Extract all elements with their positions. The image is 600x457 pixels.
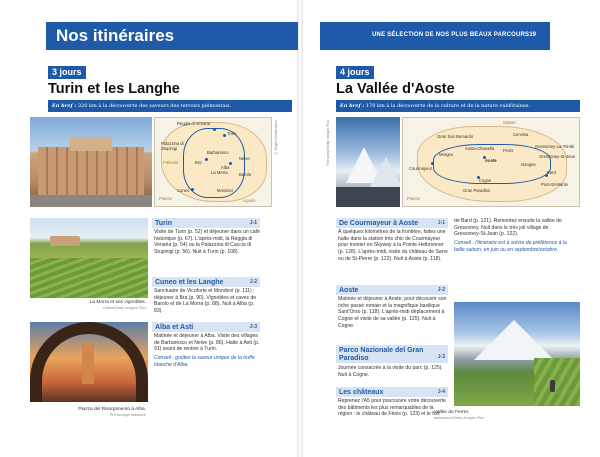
section-title: Nos itinéraires <box>56 26 175 45</box>
map-label: Gressoney-St-Jean <box>539 154 576 159</box>
section-header <box>46 22 298 50</box>
map-label: Issogne <box>521 162 536 167</box>
day-code: J-2 <box>249 279 257 285</box>
day-code: J-1 <box>437 220 445 226</box>
map-label: Suisse <box>503 120 516 125</box>
itinerary-title: Turin et les Langhe <box>48 81 180 97</box>
day-description <box>154 333 260 369</box>
map-label: Aoste <box>485 158 497 163</box>
map-label: Fénis <box>503 148 514 153</box>
day-section-header <box>336 387 448 397</box>
summary-text: 320 km à la découverte des saveurs des terroirs piémontais. <box>76 103 232 109</box>
day-code: J-1 <box>249 220 257 226</box>
day-title: Alba et Asti <box>155 323 194 331</box>
itinerary-title: La Vallée d'Aoste <box>336 81 455 97</box>
summary-label: En bref : <box>52 103 77 109</box>
map-label: Reggia di Venaria <box>177 121 211 126</box>
day-section-header <box>152 277 260 287</box>
day-description: Journée consacrée à la visite du parc (p. 125). Nuit à Cogne. <box>338 365 443 378</box>
left-page <box>0 0 298 457</box>
summary-text: 170 km à la découverte de la culture et de la nature valdôtaines. <box>364 103 531 109</box>
map-label: Cervinia <box>513 132 529 137</box>
map-label: Gressoney-La-Trinité <box>535 144 575 149</box>
day-title: Aoste <box>339 286 359 294</box>
day-text: de Bard (p. 121). Remontez ensuite la vallée de Gressoney. Nuit dans le très joli village de Gressoney-St-Jean (p. 122). <box>454 218 562 238</box>
running-header-title: UNE SÉLECTION DE NOS PLUS BEAUX PARCOURS <box>372 32 530 38</box>
map-label: Cogne <box>479 178 492 183</box>
caption-credit: Pi Elvio/age fotostock <box>109 412 146 417</box>
map-label: Morgex <box>439 152 453 157</box>
day-section-header <box>152 218 260 228</box>
map-label: Barolo <box>239 172 252 177</box>
map-label: Palazzina di Stupinigi <box>161 141 184 151</box>
day-tip: Conseil : goûtez la saveur unique de la truffe blanche d'Alba. <box>154 355 255 368</box>
day-code: J-3 <box>437 354 445 360</box>
page-number: 19 <box>529 32 536 38</box>
caption-credit: antonioxxx/Getty Images Plus <box>434 415 485 420</box>
day-code: J-2 <box>437 287 445 293</box>
day-title: Turin <box>155 219 172 227</box>
day-title: Parco Nazionale del Gran Paradiso <box>339 346 424 362</box>
map-label: Neive <box>239 156 250 161</box>
map-label: Aosta-Chiavella <box>465 146 495 151</box>
piemont-route-map <box>154 117 272 207</box>
vallee-de-ferret-photo <box>454 302 580 406</box>
map-label: Turin <box>227 131 237 136</box>
caption-text: La Morra et ses vignobles. <box>89 300 146 305</box>
map-label: France <box>159 196 173 201</box>
map-label: Mondovì <box>217 188 234 193</box>
caption-credit: Gianni/Getty Images Plus <box>102 305 146 310</box>
day-description: Reprenez l'A5 pour poursuivre votre découverte des bâtiments les plus remarquables de la région : le château de Fénis (p. 123) et le fort <box>338 398 447 418</box>
itinerary-summary <box>48 100 292 112</box>
day-title: Les châteaux <box>339 388 384 396</box>
summary-label: En bref : <box>340 103 365 109</box>
day-tip: Conseil : l'itinéraire est à suivre de préférence à la belle saison, en juin ou en septembre/octobre. <box>454 240 567 253</box>
map-label: Piémont <box>163 160 179 165</box>
map-label: Alba <box>221 165 230 170</box>
day-section-header <box>336 345 448 363</box>
day-description: Matinée et déjeuner à Aoste, pour découvrir son riche passé romain et la magnifique basilique Sant'Orso (p. 118). L'après-midi déplacement à Cogne et visite de sa vallée (p. 125). Nuit à Cogne. <box>338 296 447 329</box>
photo-caption <box>70 407 146 418</box>
map-label: Gran Paradiso <box>463 188 490 193</box>
map-label: Barbaresco <box>207 150 229 155</box>
day-section-header <box>336 285 448 295</box>
map-label: Courmayeur <box>409 166 433 171</box>
day-section-header <box>336 218 448 228</box>
map-label: Ligurie <box>243 198 256 203</box>
map-label: France <box>407 196 421 201</box>
photo-credit: Pieropeap/Getty Images Plus <box>326 120 330 166</box>
day-code: J-4 <box>437 389 445 395</box>
duration-badge: 3 jours <box>48 66 86 79</box>
map-label: Bra <box>195 160 202 165</box>
day-description: À quelques kilomètres de la frontière, faites une halte dans la station très chic de Courmayeur pour monter en Skyway à la Pointe Helbronner (p. 128). L'après-midi, visite du château de Sarre ou de St-Pierre (p. 122). Nuit à Aoste (p. 118). <box>338 229 448 262</box>
photo-credit: C. Mayer/Shutterstock <box>274 120 278 155</box>
itinerary-summary <box>336 100 580 112</box>
running-header <box>320 22 550 50</box>
map-label: Cuneo <box>177 188 190 193</box>
photo-caption <box>434 410 494 421</box>
la-morra-vineyards-photo <box>30 218 148 298</box>
map-label: Pont-St-Martin <box>541 182 568 187</box>
day-title: De Courmayeur à Aoste <box>339 219 419 227</box>
day-description-continued <box>454 218 576 254</box>
turin-palace-photo <box>30 117 152 207</box>
day-description: Visite de Turin (p. 52) et déjeuner dans un café historique (p. 67). L'après-midi, la Reggia di Venaria (p. 54) ou la Palazzina di Caccia di Stupinigi (p. 56). Nuit à Turin (p. 108). <box>154 229 260 256</box>
right-page <box>302 0 600 457</box>
day-section-header <box>152 322 260 332</box>
alba-piazza-photo <box>30 322 148 402</box>
map-label: Gran San Bernardo <box>437 134 474 139</box>
day-code: J-3 <box>249 324 257 330</box>
day-text: Matinée et déjeuner à Alba. Visite des villages de Barbaresco et Neive (p. 86). Halte à Asti (p. 91) avant de rentrer à Turin. <box>154 333 260 353</box>
caption-text: Vallée de Ferret. <box>434 410 470 415</box>
map-label: La Morra <box>211 170 228 175</box>
caption-text: Piazza del Risorgimento à Alba. <box>78 407 146 412</box>
duration-badge: 4 jours <box>336 66 374 79</box>
day-description: Sanctuaire de Vicoforte et Mondovì (p. 111) ; déjeuner à Bra (p. 90). Vignobles et caves de Barolo et de La Morra (p. 88). Nuit à Alba (p. 83). <box>154 288 257 315</box>
photo-caption <box>86 300 146 311</box>
day-title: Cuneo et les Langhe <box>155 278 224 286</box>
aoste-route-map <box>402 117 580 207</box>
mont-blanc-photo <box>336 117 400 207</box>
map-label: Bard <box>547 170 556 175</box>
